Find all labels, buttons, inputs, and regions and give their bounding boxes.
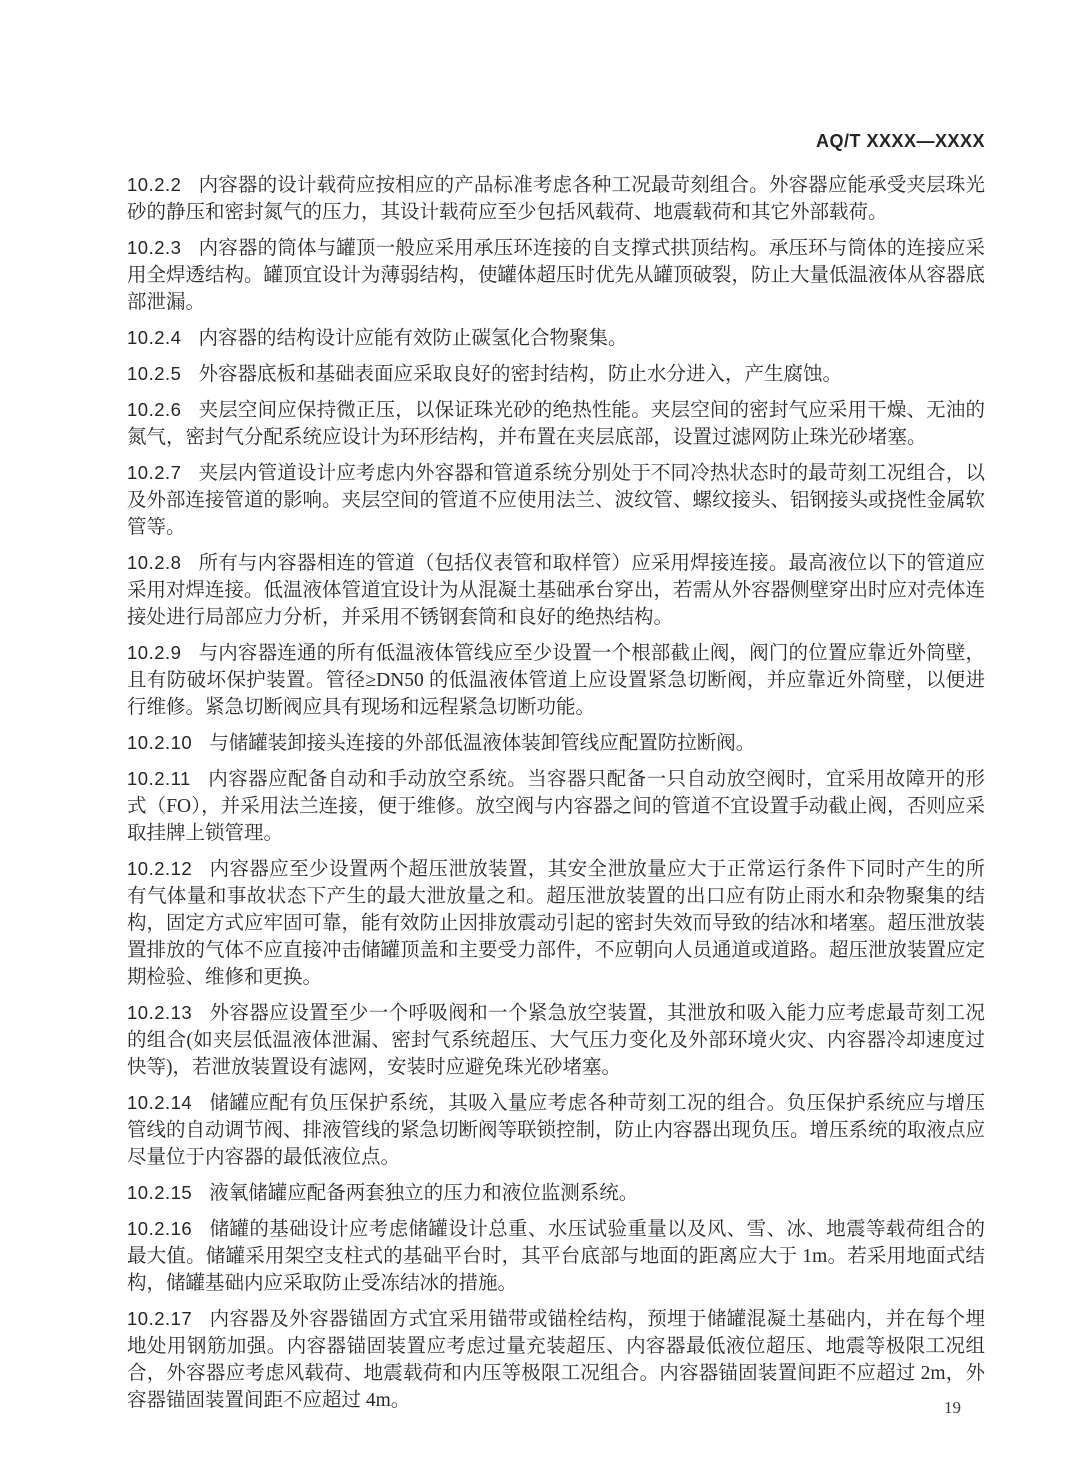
clause-text: 液氧储罐应配备两套独立的压力和液位监测系统。 bbox=[209, 1183, 639, 1204]
clause-text: 内容器应至少设置两个超压泄放装置，其安全泄放量应大于正常运行条件下同时产生的所有气体量和事故状态下产生的最大泄放量之和。超压泄放装置的出口应有防止雨水和杂物聚集的结构，固定方式应牢固可靠，能有效防止因排放震动引起的密封失效而导致的结冰和堵塞。超压泄放装置排放的气体不应直接冲击储罐顶盖和主要受力部件，不应朝向人员通道或道路。超压泄放装置应定期检验、维修和更换。 bbox=[127, 859, 986, 988]
clause-paragraph bbox=[127, 639, 985, 721]
clause-paragraph bbox=[127, 1089, 985, 1171]
clause-number: 10.2.2 bbox=[127, 174, 182, 195]
clause-paragraph bbox=[127, 999, 985, 1081]
clause-paragraph bbox=[127, 855, 985, 991]
page-number: 19 bbox=[944, 1398, 961, 1417]
clause-text: 内容器的设计载荷应按相应的产品标准考虑各种工况最苛刻组合。外容器应能承受夹层珠光砂的静压和密封氮气的压力，其设计载荷应至少包括风载荷、地震载荷和其它外部载荷。 bbox=[127, 175, 985, 223]
clauses-container bbox=[127, 171, 985, 1422]
clause-paragraph bbox=[127, 459, 985, 541]
clause-text: 外容器应设置至少一个呼吸阀和一个紧急放空装置，其泄放和吸入能力应考虑最苛刻工况的组合(如夹层低温液体泄漏、密封气系统超压、大气压力变化及外部环境火灾、内容器冷却速度过快等)，若泄放装置设有滤网，安装时应避免珠光砂堵塞。 bbox=[127, 1003, 985, 1078]
clause-number: 10.2.5 bbox=[127, 363, 182, 384]
clause-text: 夹层内管道设计应考虑内外容器和管道系统分别处于不同冷热状态时的最苛刻工况组合，以及外部连接管道的影响。夹层空间的管道不应使用法兰、波纹管、螺纹接头、铝钢接头或挠性金属软管等。 bbox=[127, 463, 986, 538]
clause-text: 夹层空间应保持微正压，以保证珠光砂的绝热性能。夹层空间的密封气应采用干燥、无油的氮气，密封气分配系统应设计为环形结构，并布置在夹层底部，设置过滤网防止珠光砂堵塞。 bbox=[127, 400, 985, 448]
clause-number: 10.2.7 bbox=[127, 462, 182, 483]
clause-number: 10.2.6 bbox=[127, 399, 182, 420]
clause-paragraph bbox=[127, 1215, 985, 1297]
clause-paragraph bbox=[127, 360, 985, 388]
clause-text: 内容器应配备自动和手动放空系统。当容器只配备一只自动放空阀时，宜采用故障开的形式（FO），并采用法兰连接，便于维修。放空阀与内容器之间的管道不宜设置手动截止阀，否则应采取挂牌上锁管理。 bbox=[127, 769, 985, 844]
standard-code-header: AQ/T XXXX—XXXX bbox=[815, 131, 985, 151]
clause-text: 内容器及外容器锚固方式宜采用锚带或锚栓结构，预埋于储罐混凝土基础内，并在每个埋地处用钢筋加强。内容器锚固装置应考虑过量充装超压、内容器最低液位超压、地震等极限工况组合，外容器应考虑风载荷、地震载荷和内压等极限工况组合。内容器锚固装置间距不应超过 2m，外容器锚固装置间距不应超过 4m。 bbox=[127, 1309, 985, 1411]
clause-paragraph bbox=[127, 729, 985, 757]
clause-number: 10.2.16 bbox=[127, 1218, 193, 1239]
clause-number: 10.2.17 bbox=[127, 1308, 193, 1329]
clause-paragraph bbox=[127, 1305, 985, 1414]
clause-number: 10.2.10 bbox=[127, 732, 193, 753]
clause-paragraph bbox=[127, 1179, 985, 1207]
clause-number: 10.2.11 bbox=[127, 768, 191, 789]
clause-paragraph bbox=[127, 396, 985, 451]
clause-number: 10.2.14 bbox=[127, 1092, 193, 1113]
clause-number: 10.2.12 bbox=[127, 858, 193, 879]
clause-number: 10.2.13 bbox=[127, 1002, 193, 1023]
clause-text: 所有与内容器相连的管道（包括仪表管和取样管）应采用焊接连接。最高液位以下的管道应采用对焊连接。低温液体管道宜设计为从混凝土基础承台穿出，若需从外容器侧壁穿出时应对壳体连接处进行局部应力分析，并采用不锈钢套筒和良好的绝热结构。 bbox=[127, 553, 986, 628]
clause-paragraph bbox=[127, 549, 985, 631]
clause-text: 内容器的筒体与罐顶一般应采用承压环连接的自支撑式拱顶结构。承压环与筒体的连接应采用全焊透结构。罐顶宜设计为薄弱结构，使罐体超压时优先从罐顶破裂，防止大量低温液体从容器底部泄漏。 bbox=[127, 238, 986, 313]
clause-text: 与内容器连通的所有低温液体管线应至少设置一个根部截止阀，阀门的位置应靠近外筒壁，且有防破坏保护装置。管径≥DN50 的低温液体管道上应设置紧急切断阀，并应靠近外筒壁，以便进行维修。紧急切断阀应具有现场和远程紧急切断功能。 bbox=[127, 643, 985, 718]
clause-text: 外容器底板和基础表面应采取良好的密封结构，防止水分进入，产生腐蚀。 bbox=[198, 364, 842, 385]
clause-number: 10.2.4 bbox=[127, 327, 182, 348]
clause-text: 储罐的基础设计应考虑储罐设计总重、水压试验重量以及风、雪、冰、地震等载荷组合的最大值。储罐采用架空支柱式的基础平台时，其平台底部与地面的距离应大于 1m。若采用地面式结构，储罐基础内应采取防止受冻结冰的措施。 bbox=[127, 1219, 985, 1294]
clause-paragraph bbox=[127, 171, 985, 226]
clause-number: 10.2.3 bbox=[127, 237, 182, 258]
clause-paragraph bbox=[127, 765, 985, 847]
clause-number: 10.2.8 bbox=[127, 552, 182, 573]
clause-text: 内容器的结构设计应能有效防止碳氢化合物聚集。 bbox=[198, 328, 628, 349]
clause-text: 储罐应配有负压保护系统，其吸入量应考虑各种苛刻工况的组合。负压保护系统应与增压管线的自动调节阀、排液管线的紧急切断阀等联锁控制，防止内容器出现负压。增压系统的取液点应尽量位于内容器的最低液位点。 bbox=[127, 1093, 986, 1168]
clause-paragraph bbox=[127, 324, 985, 352]
clause-number: 10.2.9 bbox=[127, 642, 182, 663]
clause-paragraph bbox=[127, 234, 985, 316]
clause-number: 10.2.15 bbox=[127, 1182, 193, 1203]
clause-text: 与储罐装卸接头连接的外部低温液体装卸管线应配置防拉断阀。 bbox=[209, 733, 756, 754]
